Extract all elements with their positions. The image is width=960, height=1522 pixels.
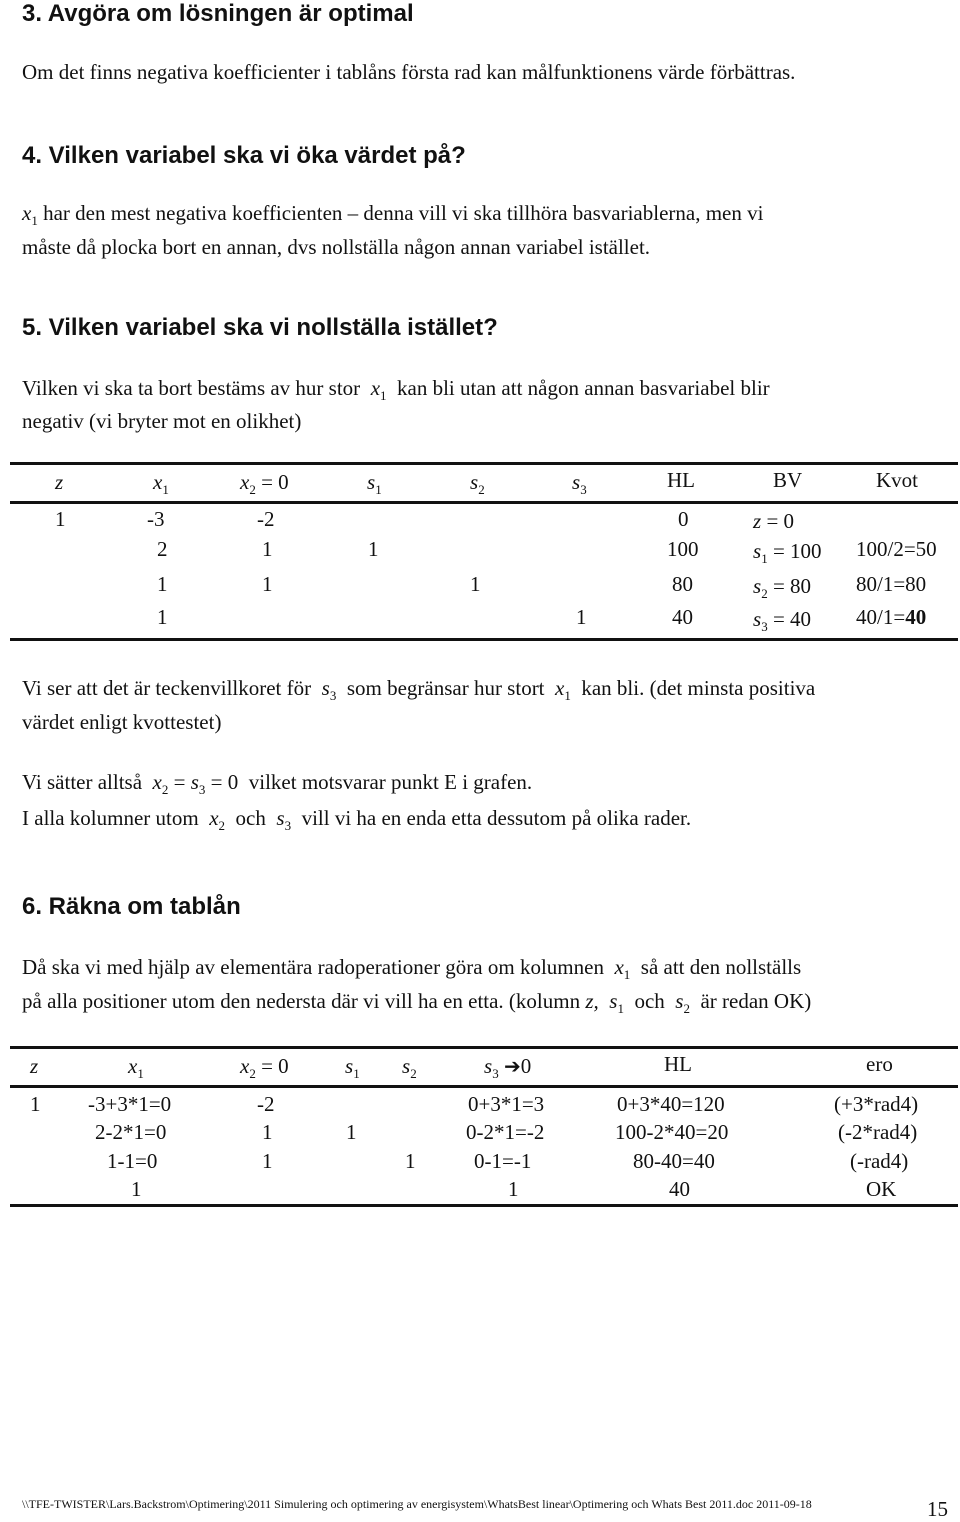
col-header-s1: $s_1$ [367,470,382,497]
col-header-x1: $x_1$ [128,1054,144,1081]
cell-x1: 2 [157,537,168,561]
table-1-top-rule [10,462,958,465]
section-3-text: Om det finns negativa koefficienter i tablåns första rad kan målfunktionens värde förbättras. [22,60,796,84]
after-table-1-line-1: Vi ser att det är teckenvillkoret för $s_3$ som begränsar hur stort $x_1$ kan bli. (det minsta positiva [22,676,816,703]
section-4-line-2: måste då plocka bort en annan, dvs nollställa någon annan variabel istället. [22,235,651,259]
col-header-s2: $s_2$ [470,470,485,497]
col-header-s3: $s_3$ [572,470,587,497]
cell-hl: 100 [667,537,699,561]
col-header-z: z [30,1054,39,1078]
section-6-line-1: Då ska vi med hjälp av elementära radoperationer göra om kolumnen $x_1$ så att den nollställs [22,955,802,982]
cell-s2: 1 [405,1149,416,1173]
section-3-heading: 3. Avgöra om lösningen är optimal [22,0,414,27]
table-2-header-rule [10,1085,958,1088]
section-5-heading: 5. Vilken variabel ska vi nollställa istället? [22,314,498,341]
cell-kvot: 80/1=80 [856,572,927,596]
cell-x2: 1 [262,537,273,561]
col-header-kvot: Kvot [876,468,918,492]
cell-s3: 0-2*1=-2 [466,1120,545,1144]
cell-bv: $s_2 = 80$ [753,574,812,601]
section-4-line-1: $x_1$ har den mest negativa koefficienten – denna vill vi ska tillhöra basvariablerna, men vi [22,201,764,228]
col-header-x2: $x_2 = 0$ [240,470,289,497]
cell-x2: -2 [257,507,275,531]
cell-x2: 1 [262,1149,273,1173]
col-header-ero: ero [866,1052,893,1076]
cell-ero: (-2*rad4) [838,1120,918,1144]
page-number: 15 [927,1497,948,1521]
cell-x2: -2 [257,1092,275,1116]
cell-x1: -3+3*1=0 [88,1092,172,1116]
col-header-hl: HL [667,468,695,492]
table-2-top-rule [10,1046,958,1049]
cell-hl: 40 [672,605,693,629]
col-header-x2: $x_2 = 0$ [240,1054,289,1081]
section-4-heading: 4. Vilken variabel ska vi öka värdet på? [22,142,466,169]
cell-hl: 0 [678,507,689,531]
cell-s3: 0-1=-1 [474,1149,532,1173]
after-table-1-line-4: I alla kolumner utom $x_2$ och $s_3$ vill vi ha en enda etta dessutom på olika rader. [22,806,692,833]
section-6-line-2: på alla positioner utom den nedersta där vi vill ha en etta. (kolumn z, $s_1$ och $s_2$ är redan OK) [22,989,812,1016]
cell-ero: OK [866,1177,897,1201]
cell-hl: 80 [672,572,693,596]
col-header-z: z [55,470,64,494]
cell-hl: 40 [669,1177,690,1201]
col-header-hl: HL [664,1052,692,1076]
cell-hl: 0+3*40=120 [617,1092,725,1116]
table-1-header-rule [10,501,958,504]
cell-hl: 100-2*40=20 [615,1120,729,1144]
col-header-s1: $s_1$ [345,1054,360,1081]
cell-s2: 1 [470,572,481,596]
section-5-line-2: negativ (vi bryter mot en olikhet) [22,409,302,433]
cell-hl: 80-40=40 [633,1149,715,1173]
cell-x1: 1 [157,605,168,629]
cell-s1: 1 [368,537,379,561]
cell-s1: 1 [346,1120,357,1144]
col-header-s2: $s_2$ [402,1054,417,1081]
cell-s3: 0+3*1=3 [468,1092,545,1116]
footer-file-path: \\TFE-TWISTER\Lars.Backstrom\Optimering\2011 Simulering och optimering av energisystem\WhatsBest linear\Optimering och Whats Best 2011.doc 2011-09-18 [22,1497,812,1511]
cell-ero: (-rad4) [850,1149,909,1173]
cell-z: 1 [30,1092,41,1116]
col-header-bv: BV [773,468,803,492]
cell-x2: 1 [262,1120,273,1144]
section-5-line-1: Vilken vi ska ta bort bestäms av hur stor $x_1$ kan bli utan att någon annan basvariabel blir [22,376,770,403]
table-1-bottom-rule [10,638,958,641]
cell-x1: -3 [147,507,165,531]
cell-x2: 1 [262,572,273,596]
cell-bv: $s_3 = 40$ [753,607,812,634]
after-table-1-line-3: Vi sätter alltså $x_2 = s_3 = 0$ vilket motsvarar punkt E i grafen. [22,770,533,797]
cell-ero: (+3*rad4) [834,1092,919,1116]
cell-z: 1 [55,507,66,531]
cell-bv: $s_1 = 100$ [753,539,822,566]
cell-x1: 1 [131,1177,142,1201]
cell-bv: z = 0 [753,509,795,533]
cell-s3: 1 [508,1177,519,1201]
col-header-s3: $s_3$ ➔0 [484,1054,532,1081]
cell-x1: 1 [157,572,168,596]
arrow-right-icon: ➔ [503,1054,521,1078]
section-6-heading: 6. Räkna om tablån [22,893,241,920]
cell-kvot: 100/2=50 [856,537,937,561]
table-2-bottom-rule [10,1204,958,1207]
cell-x1: 2-2*1=0 [95,1120,167,1144]
after-table-1-line-2: värdet enligt kvottestet) [22,710,222,734]
col-header-x1: $x_1$ [153,470,169,497]
cell-s3: 1 [576,605,587,629]
cell-x1: 1-1=0 [107,1149,158,1173]
cell-kvot: 40/1=40 [856,605,927,629]
